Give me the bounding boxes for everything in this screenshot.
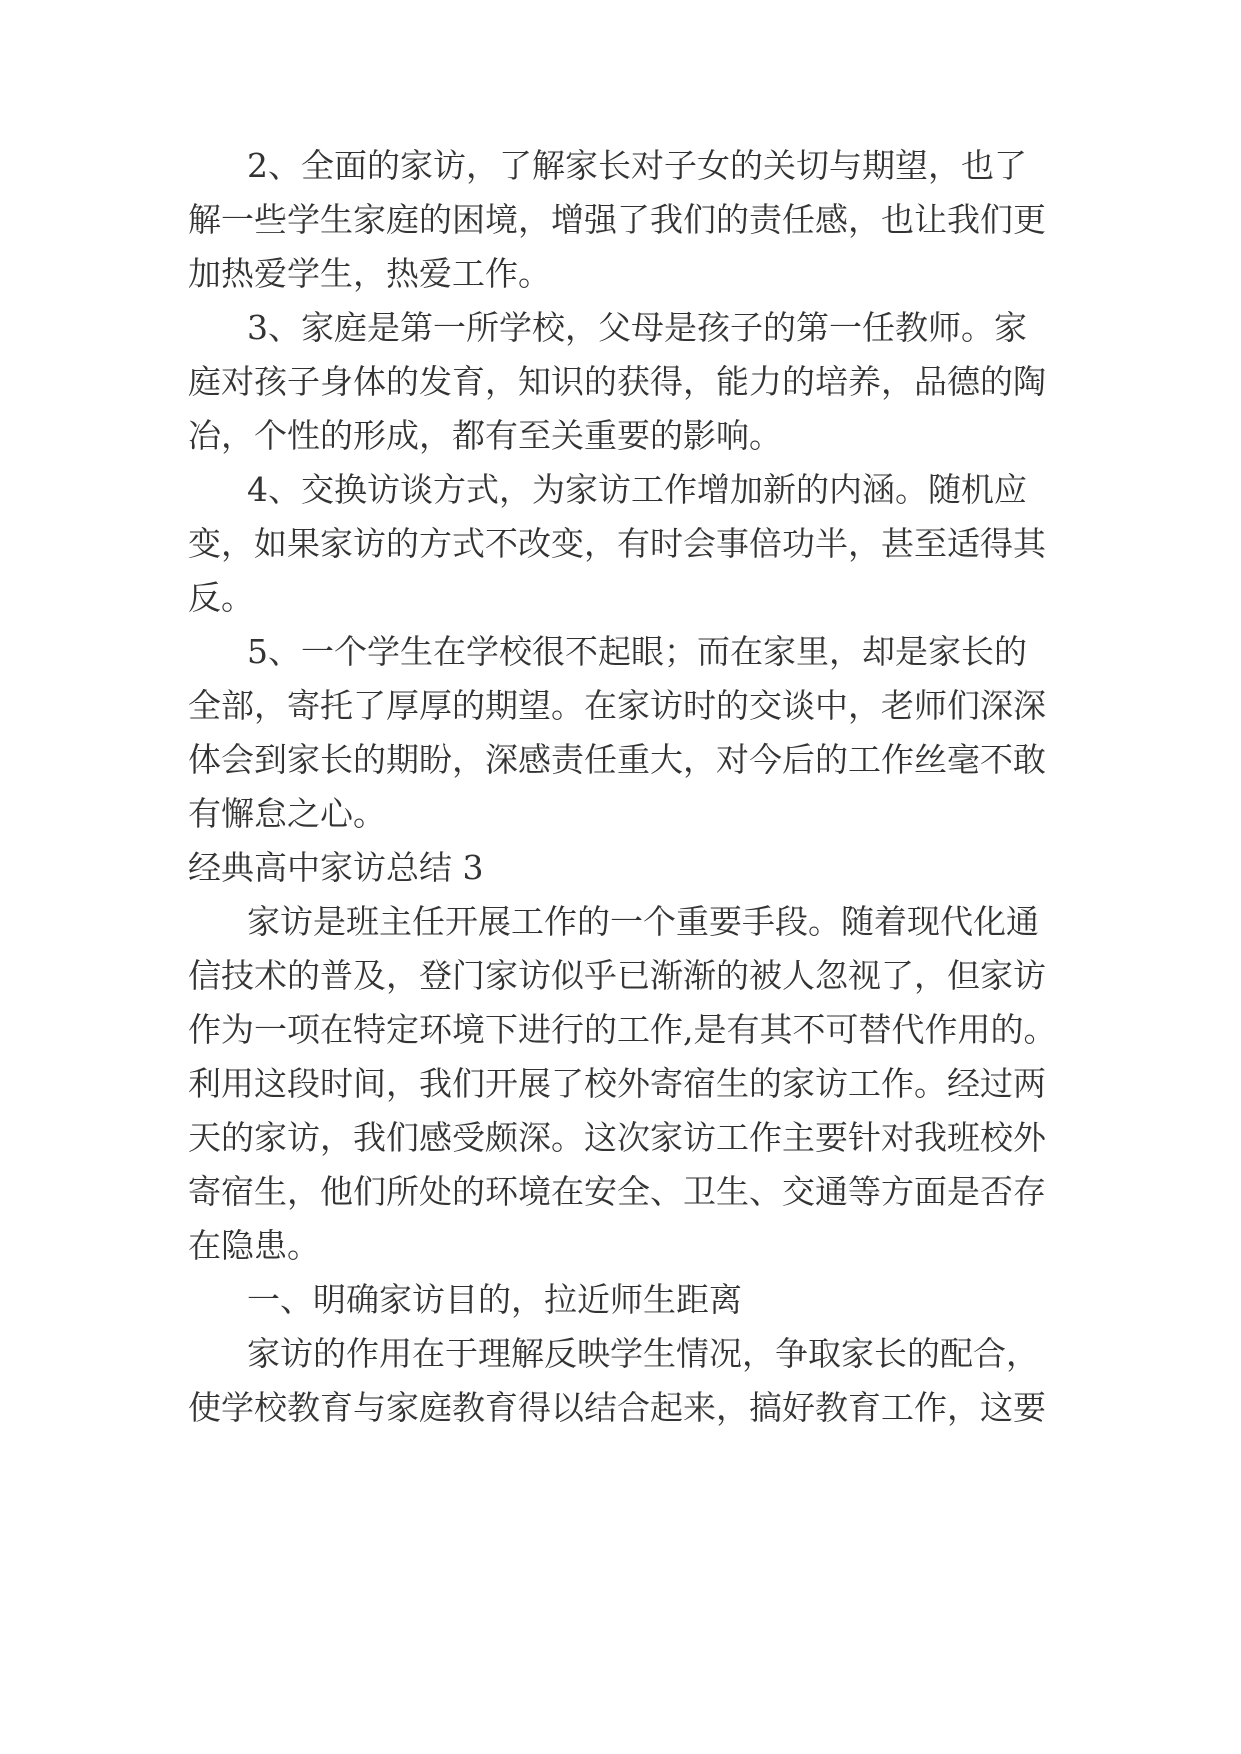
section-4-line-1: 4、交换访谈方式，为家访工作增加新的内涵。随机应 <box>247 470 1027 509</box>
section-4-line-2: 变，如果家访的方式不改变，有时会事倍功半，甚至适得其 <box>188 524 1046 563</box>
section-2-line-2: 解一些学生家庭的困境，增强了我们的责任感，也让我们更 <box>188 200 1046 239</box>
section-heading: 经典高中家访总结 3 <box>188 848 484 887</box>
final-line-1: 家访的作用在于理解反映学生情况，争取家长的配合， <box>247 1334 1039 1373</box>
subheading: 一、明确家访目的，拉近师生距离 <box>247 1280 742 1319</box>
section-5-line-2: 全部，寄托了厚厚的期望。在家访时的交谈中，老师们深深 <box>188 686 1046 725</box>
intro-line-2: 信技术的普及，登门家访似乎已渐渐的被人忽视了，但家访 <box>188 956 1046 995</box>
intro-line-6: 寄宿生，他们所处的环境在安全、卫生、交通等方面是否存 <box>188 1172 1046 1211</box>
section-4-line-3: 反。 <box>188 578 254 617</box>
section-3-line-3: 冶，个性的形成，都有至关重要的影响。 <box>188 416 782 455</box>
intro-line-5: 天的家访，我们感受颇深。这次家访工作主要针对我班校外 <box>188 1118 1046 1157</box>
final-line-2: 使学校教育与家庭教育得以结合起来，搞好教育工作，这要 <box>188 1388 1046 1427</box>
intro-line-4: 利用这段时间，我们开展了校外寄宿生的家访工作。经过两 <box>188 1064 1046 1103</box>
section-5-line-1: 5、一个学生在学校很不起眼；而在家里，却是家长的 <box>247 632 1027 671</box>
section-3-line-2: 庭对孩子身体的发育，知识的获得，能力的培养，品德的陶 <box>188 362 1046 401</box>
section-2-line-3: 加热爱学生，热爱工作。 <box>188 254 551 293</box>
section-2-line-1: 2、全面的家访，了解家长对子女的关切与期望，也了 <box>247 146 1027 185</box>
section-5-line-4: 有懈怠之心。 <box>188 794 386 833</box>
intro-line-3: 作为一项在特定环境下进行的工作,是有其不可替代作用的。 <box>188 1010 1057 1049</box>
intro-line-1: 家访是班主任开展工作的一个重要手段。随着现代化通 <box>247 902 1039 941</box>
intro-line-7: 在隐患。 <box>188 1226 320 1265</box>
section-5-line-3: 体会到家长的期盼，深感责任重大，对今后的工作丝毫不敢 <box>188 740 1046 779</box>
section-3-line-1: 3、家庭是第一所学校，父母是孩子的第一任教师。家 <box>247 308 1027 347</box>
